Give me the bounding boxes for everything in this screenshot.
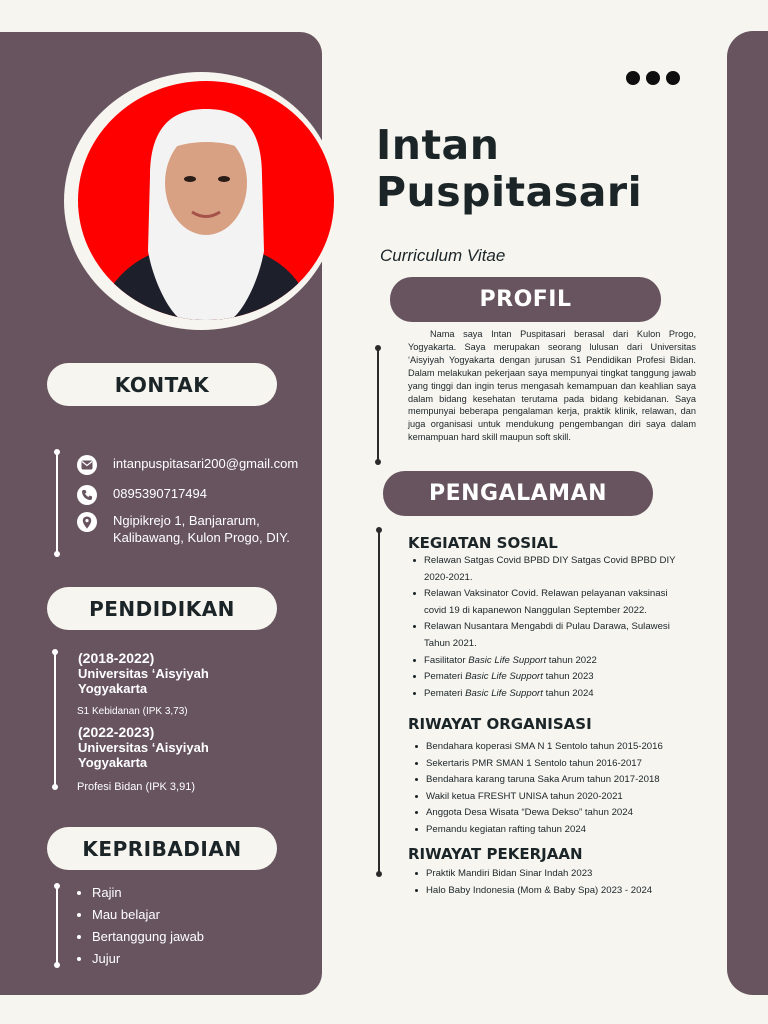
education-years: (2022-2023) — [78, 724, 155, 740]
social-activity-item: Pemateri Basic Life Support tahun 2023 — [410, 669, 710, 686]
organization-item: Anggota Desa Wisata “Dewa Dekso” tahun 2024 — [412, 805, 712, 822]
work-history-title: RIWAYAT PEKERJAAN — [408, 845, 583, 863]
social-activities-list — [410, 553, 710, 702]
work-history-list — [412, 866, 712, 899]
personality-item: Jujur — [75, 950, 204, 972]
contact-heading: KONTAK — [47, 363, 277, 406]
social-activities-title: KEGIATAN SOSIAL — [408, 534, 558, 552]
personality-item: Bertanggung jawab — [75, 928, 204, 950]
phone-icon — [77, 485, 97, 505]
work-item: Praktik Mandiri Bidan Sinar Indah 2023 — [412, 866, 712, 883]
social-activity-item: Relawan Satgas Covid BPBD DIY Satgas Covid BPBD DIY — [410, 553, 710, 570]
subtitle: Curriculum Vitae — [380, 246, 506, 265]
email-text: intanpuspitasari200@gmail.com — [113, 456, 299, 471]
social-activity-item-continued: 2020-2021. — [424, 571, 473, 583]
education-entry-1 — [78, 651, 209, 696]
organization-item: Bendahara koperasi SMA N 1 Sentolo tahun 2015-2016 — [412, 739, 712, 756]
education-school: Universitas ‘Aisyiyah — [78, 740, 209, 755]
education-timeline-line — [54, 651, 56, 788]
organization-item: Wakil ketua FRESHT UNISA tahun 2020-2021 — [412, 789, 712, 806]
right-decorative-strip — [727, 31, 768, 995]
phone-text: 0895390717494 — [113, 486, 207, 501]
education-school-city: Yogyakarta — [78, 755, 148, 770]
education-detail: Profesi Bidan (IPK 3,91) — [77, 781, 196, 793]
profile-heading: PROFIL — [390, 277, 661, 322]
education-detail: S1 Kebidanan (IPK 3,73) — [77, 706, 188, 717]
education-school: Universitas ‘Aisyiyah — [78, 666, 209, 681]
profile-timeline-line — [377, 347, 379, 463]
personality-timeline-line — [56, 885, 58, 966]
contact-address — [77, 512, 290, 546]
last-name: Puspitasari — [376, 168, 643, 216]
more-options-icon[interactable] — [626, 71, 680, 85]
location-pin-icon — [77, 512, 97, 532]
personality-item: Mau belajar — [75, 906, 204, 928]
contact-phone[interactable] — [77, 485, 207, 505]
contact-email[interactable] — [77, 455, 298, 475]
profile-photo — [78, 81, 334, 320]
address-line-1: Ngipikrejo 1, Banjararum, — [113, 513, 260, 528]
first-name: Intan — [376, 121, 500, 169]
work-item: Halo Baby Indonesia (Mom & Baby Spa) 2023 - 2024 — [412, 883, 712, 900]
address-line-2: Kalibawang, Kulon Progo, DIY. — [113, 530, 290, 545]
social-activity-item: Pemateri Basic Life Support tahun 2024 — [410, 686, 710, 703]
social-activity-item-continued: covid 19 di kapanewon Nanggulan September 2022. — [424, 604, 647, 616]
email-icon — [77, 455, 97, 475]
profile-text: Nama saya Intan Puspitasari berasal dari Kulon Progo, Yogyakarta. Saya merupakan seorang lulusan dari Universitas ‘Aisyiyah Yogyakarta dengan jurusan S1 Pendidikan Profesi Bidan. Dalam melakukan pekerjaan saya mempunyai tingkat tanggung jawab yang tinggi dan ingin terus mengasah kemampuan dan keahlian saya dalam bidang kesehatan terutama pada bidang kebidanan. Saya mempunyai beberapa pengalaman kerja, praktik klinik, relawan, dan juga organisasi untuk mendukung pengembangan diri saya dalam kemampuan hard skill maupun soft skill. — [408, 329, 696, 443]
personality-heading: KEPRIBADIAN — [47, 827, 277, 870]
organization-item: Sekertaris PMR SMAN 1 Sentolo tahun 2016-2017 — [412, 756, 712, 773]
social-activity-item-continued: Tahun 2021. — [424, 637, 477, 649]
personality-item: Rajin — [75, 884, 204, 906]
contact-timeline-line — [56, 451, 58, 555]
experience-heading: PENGALAMAN — [383, 471, 653, 516]
social-activity-item: Relawan Nusantara Mengabdi di Pulau Darawa, Sulawesi — [410, 619, 710, 636]
education-school-city: Yogyakarta — [78, 681, 148, 696]
education-years: (2018-2022) — [78, 650, 155, 666]
organization-history-title: RIWAYAT ORGANISASI — [408, 715, 592, 733]
organization-history-list — [412, 739, 712, 838]
education-entry-2 — [78, 725, 209, 770]
address-text — [113, 512, 290, 546]
page-title — [376, 122, 642, 216]
social-activity-item: Fasilitator Basic Life Support tahun 2022 — [410, 653, 710, 670]
education-heading: PENDIDIKAN — [47, 587, 277, 630]
personality-list — [75, 884, 204, 972]
experience-timeline-line — [378, 529, 380, 875]
organization-item: Pemandu kegiatan rafting tahun 2024 — [412, 822, 712, 839]
organization-item: Bendahara karang taruna Saka Arum tahun 2017-2018 — [412, 772, 712, 789]
social-activity-item: Relawan Vaksinator Covid. Relawan pelayanan vaksinasi — [410, 586, 710, 603]
